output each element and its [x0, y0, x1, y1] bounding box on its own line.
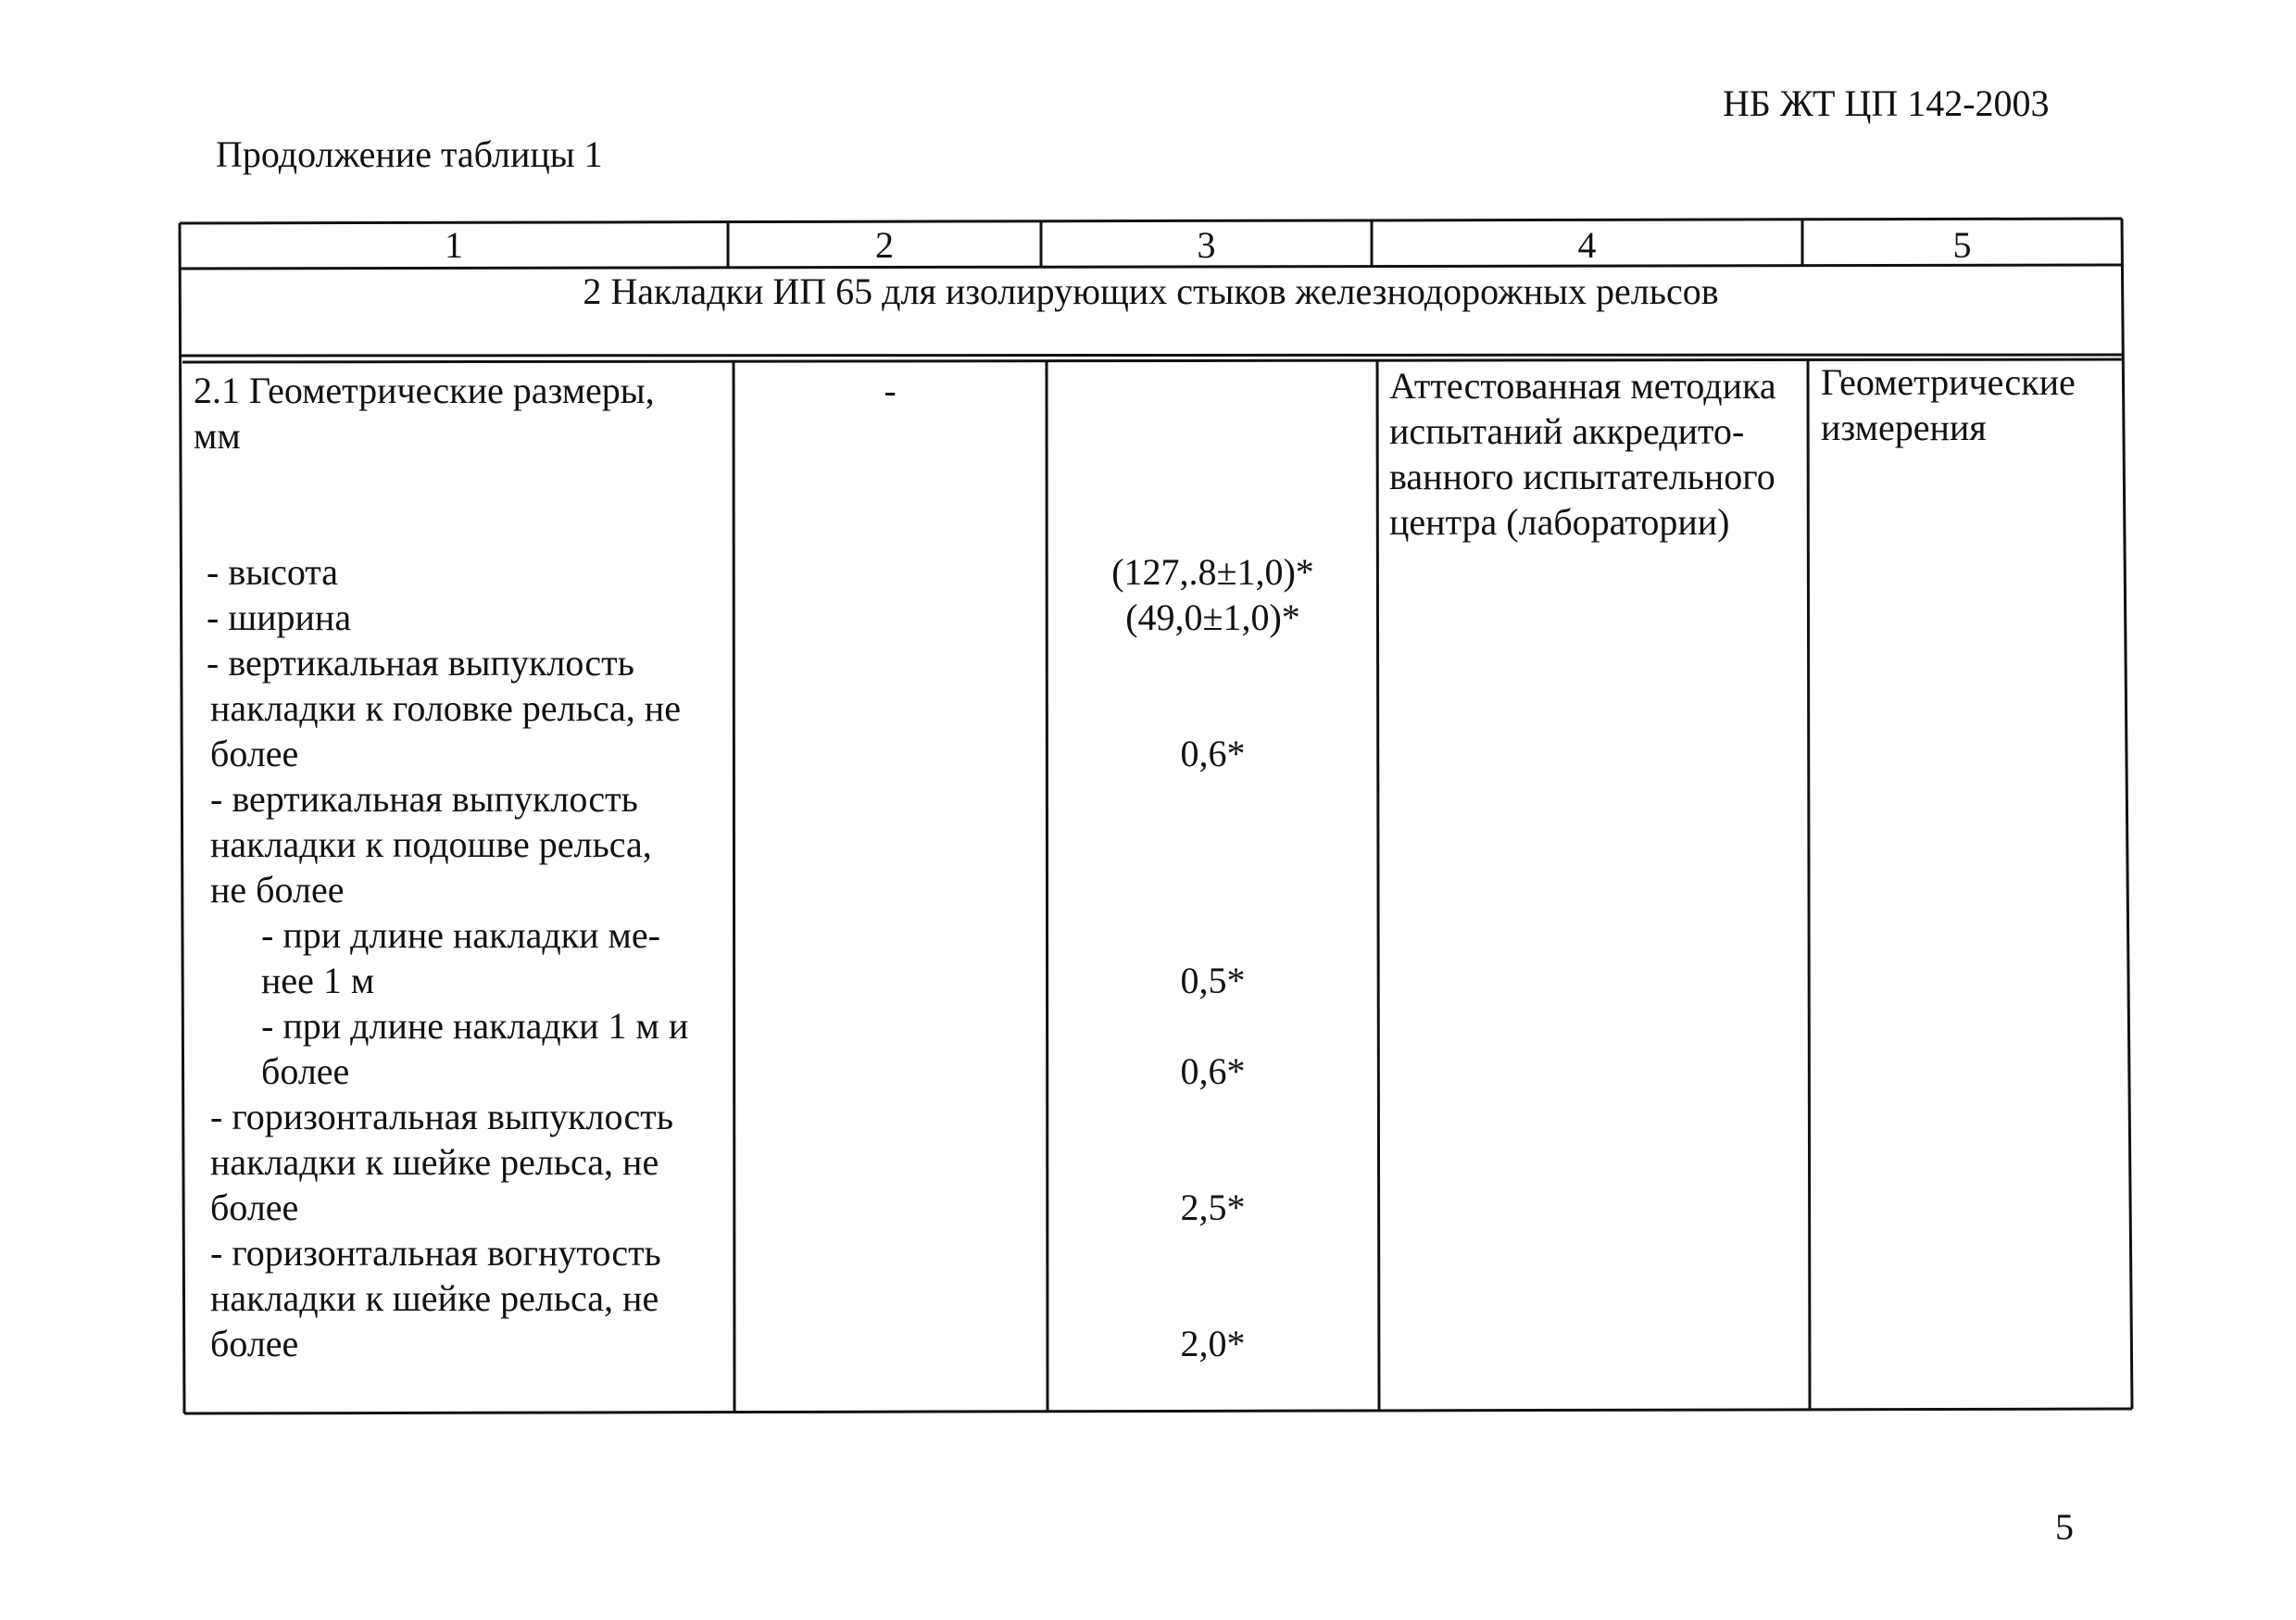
- parameter-heading-unit: мм: [194, 415, 241, 457]
- column-number-4: 4: [1577, 224, 1597, 266]
- parameter-item: накладки к подошве рельса,: [210, 823, 652, 865]
- section-title: 2 Накладки ИП 65 для изолирующих стыков железнодорожных рельсов: [583, 270, 1719, 312]
- requirement-value: 0,5*: [1180, 960, 1246, 1001]
- parameter-item: нее 1 м: [261, 960, 375, 1001]
- parameter-item: накладки к головке рельса, не: [210, 687, 681, 729]
- column-number-5: 5: [1952, 224, 1972, 266]
- test-method-line: центра (лаборатории): [1389, 501, 1730, 543]
- parameter-item: - горизонтальная выпуклость: [210, 1096, 673, 1137]
- parameter-item: - при длине накладки 1 м и: [261, 1005, 689, 1047]
- parameter-item: более: [210, 1187, 299, 1228]
- test-method-line: испытаний аккредито-: [1389, 410, 1745, 452]
- parameter-item: накладки к шейке рельса, не: [210, 1277, 659, 1319]
- parameter-item: - высота: [207, 551, 339, 593]
- document-code: НБ ЖТ ЦП 142-2003: [1723, 82, 2050, 124]
- parameter-item: - ширина: [207, 597, 352, 638]
- parameter-item: не более: [210, 869, 345, 910]
- measurement-type-line: измерения: [1821, 407, 1987, 448]
- column2-value: -: [884, 370, 897, 411]
- parameter-item: более: [210, 733, 299, 774]
- requirement-value: 2,0*: [1180, 1323, 1246, 1364]
- test-method-line: Аттестованная методика: [1389, 365, 1776, 407]
- parameter-heading: 2.1 Геометрические размеры,: [194, 370, 655, 411]
- requirement-value: 0,6*: [1180, 1050, 1246, 1092]
- column-number-1: 1: [445, 224, 463, 266]
- parameter-item: - горизонтальная вогнутость: [210, 1232, 661, 1274]
- column-number-2: 2: [875, 224, 894, 266]
- parameter-item: - вертикальная выпуклость: [210, 778, 638, 820]
- test-method-line: ванного испытательного: [1389, 456, 1775, 497]
- table-continuation-label: Продолжение таблицы 1: [216, 133, 603, 175]
- requirement-value: 2,5*: [1180, 1187, 1246, 1228]
- parameter-item: - при длине накладки ме-: [261, 914, 660, 956]
- page-number: 5: [2055, 1506, 2074, 1548]
- parameter-item: более: [210, 1323, 299, 1364]
- column-number-3: 3: [1197, 224, 1216, 266]
- parameter-item: более: [261, 1050, 350, 1092]
- measurement-type-line: Геометрические: [1821, 361, 2076, 403]
- parameter-item: - вертикальная выпуклость: [207, 642, 634, 684]
- requirement-value: (127,.8±1,0)*: [1111, 551, 1314, 593]
- parameter-item: накладки к шейке рельса, не: [210, 1141, 659, 1183]
- requirement-value: 0,6*: [1180, 733, 1246, 774]
- requirement-value: (49,0±1,0)*: [1125, 597, 1300, 638]
